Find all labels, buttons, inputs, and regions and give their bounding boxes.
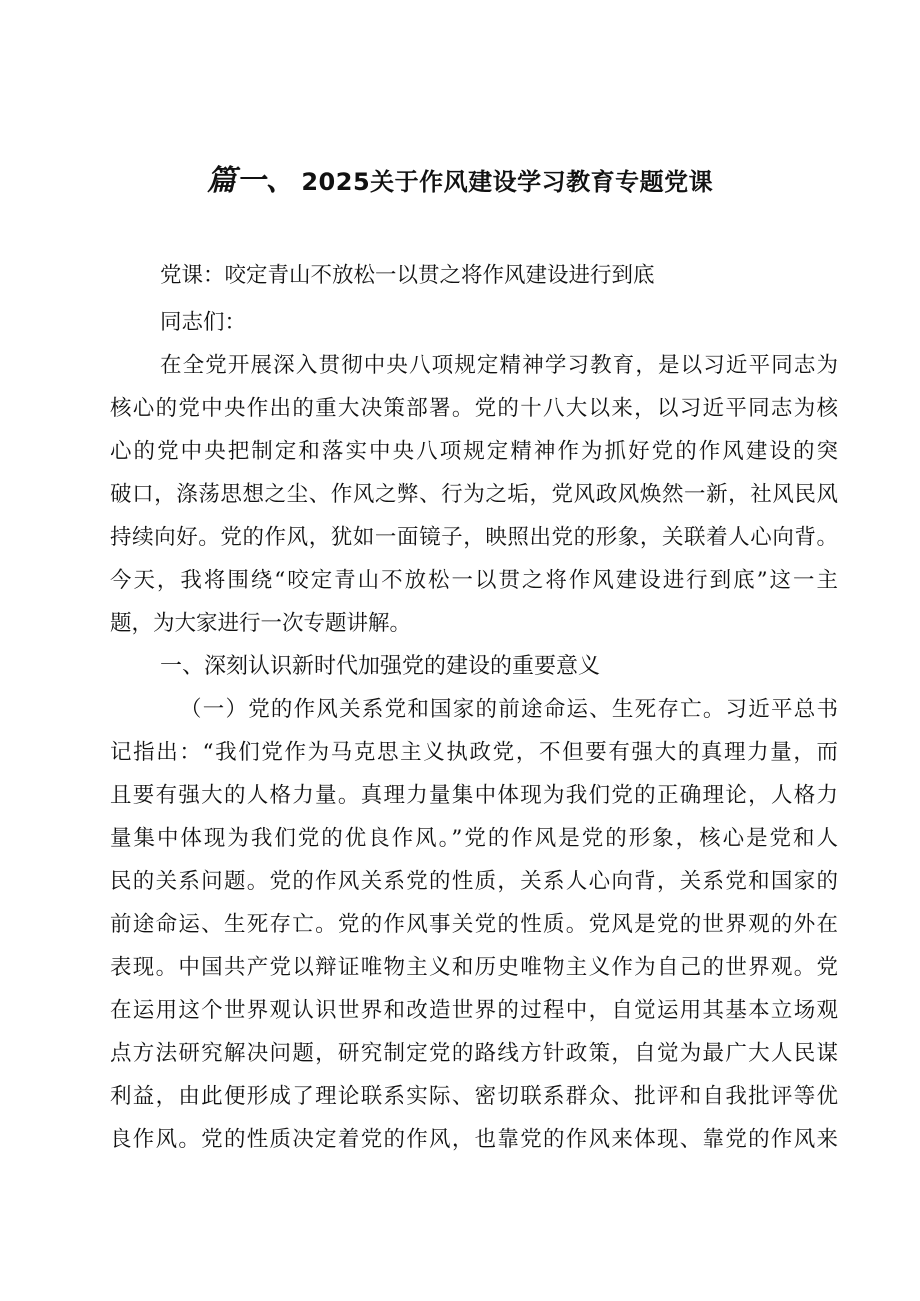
paragraph-line: 表现。中国共产党以辩证唯物主义和历史唯物主义作为自己的世界观。党 xyxy=(110,955,838,980)
paragraph-line: （一）党的作风关系党和国家的前途命运、生死存亡。习近平总书 xyxy=(180,697,838,722)
paragraph-line: 且要有强大的人格力量。真理力量集中体现为我们党的正确理论，人格力 xyxy=(110,783,838,808)
paragraph-line: 量集中体现为我们党的优良作风。”党的作风是党的形象，核心是党和人 xyxy=(110,826,838,851)
document-title xyxy=(0,160,920,202)
paragraph-line: 今天，我将围绕“咬定青山不放松一以贯之将作风建设进行到底”这一主 xyxy=(110,568,838,593)
subtitle: 党课：咬定青山不放松一以贯之将作风建设进行到底 xyxy=(160,263,655,288)
title-prefix: 篇一、 xyxy=(206,163,296,197)
paragraph-line: 民的关系问题。党的作风关系党的性质，关系人心向背，关系党和国家的 xyxy=(110,869,838,894)
salutation: 同志们： xyxy=(160,310,247,335)
paragraph-line: 持续向好。党的作风，犹如一面镜子，映照出党的形象，关联着人心向背。 xyxy=(110,525,838,550)
paragraph-line: 利益，由此便形成了理论联系实际、密切联系群众、批评和自我批评等优 xyxy=(110,1084,838,1109)
paragraph-line: 良作风。党的性质决定着党的作风，也靠党的作风来体现、靠党的作风来 xyxy=(110,1127,838,1152)
paragraph-line: 点方法研究解决问题，研究制定党的路线方针政策，自觉为最广大人民谋 xyxy=(110,1041,838,1066)
paragraph-line: 在全党开展深入贯彻中央八项规定精神学习教育，是以习近平同志为 xyxy=(160,353,838,378)
paragraph-line: 记指出：“我们党作为马克思主义执政党，不但要有强大的真理力量，而 xyxy=(110,740,838,765)
paragraph-line: 在运用这个世界观认识世界和改造世界的过程中，自觉运用其基本立场观 xyxy=(110,998,838,1023)
paragraph-line: 心的党中央把制定和落实中央八项规定精神作为抓好党的作风建设的突 xyxy=(110,439,838,464)
paragraph-line: 题，为大家进行一次专题讲解。 xyxy=(110,611,412,636)
title-text: 2025关于作风建设学习教育专题党课 xyxy=(301,168,714,196)
paragraph-line: 前途命运、生死存亡。党的作风事关党的性质。党风是党的世界观的外在 xyxy=(110,912,838,937)
paragraph-line: 核心的党中央作出的重大决策部署。党的十八大以来，以习近平同志为核 xyxy=(110,396,838,421)
paragraph-line: 破口，涤荡思想之尘、作风之弊、行为之垢，党风政风焕然一新，社风民风 xyxy=(110,482,838,507)
section-heading: 一、深刻认识新时代加强党的建设的重要意义 xyxy=(160,654,601,679)
